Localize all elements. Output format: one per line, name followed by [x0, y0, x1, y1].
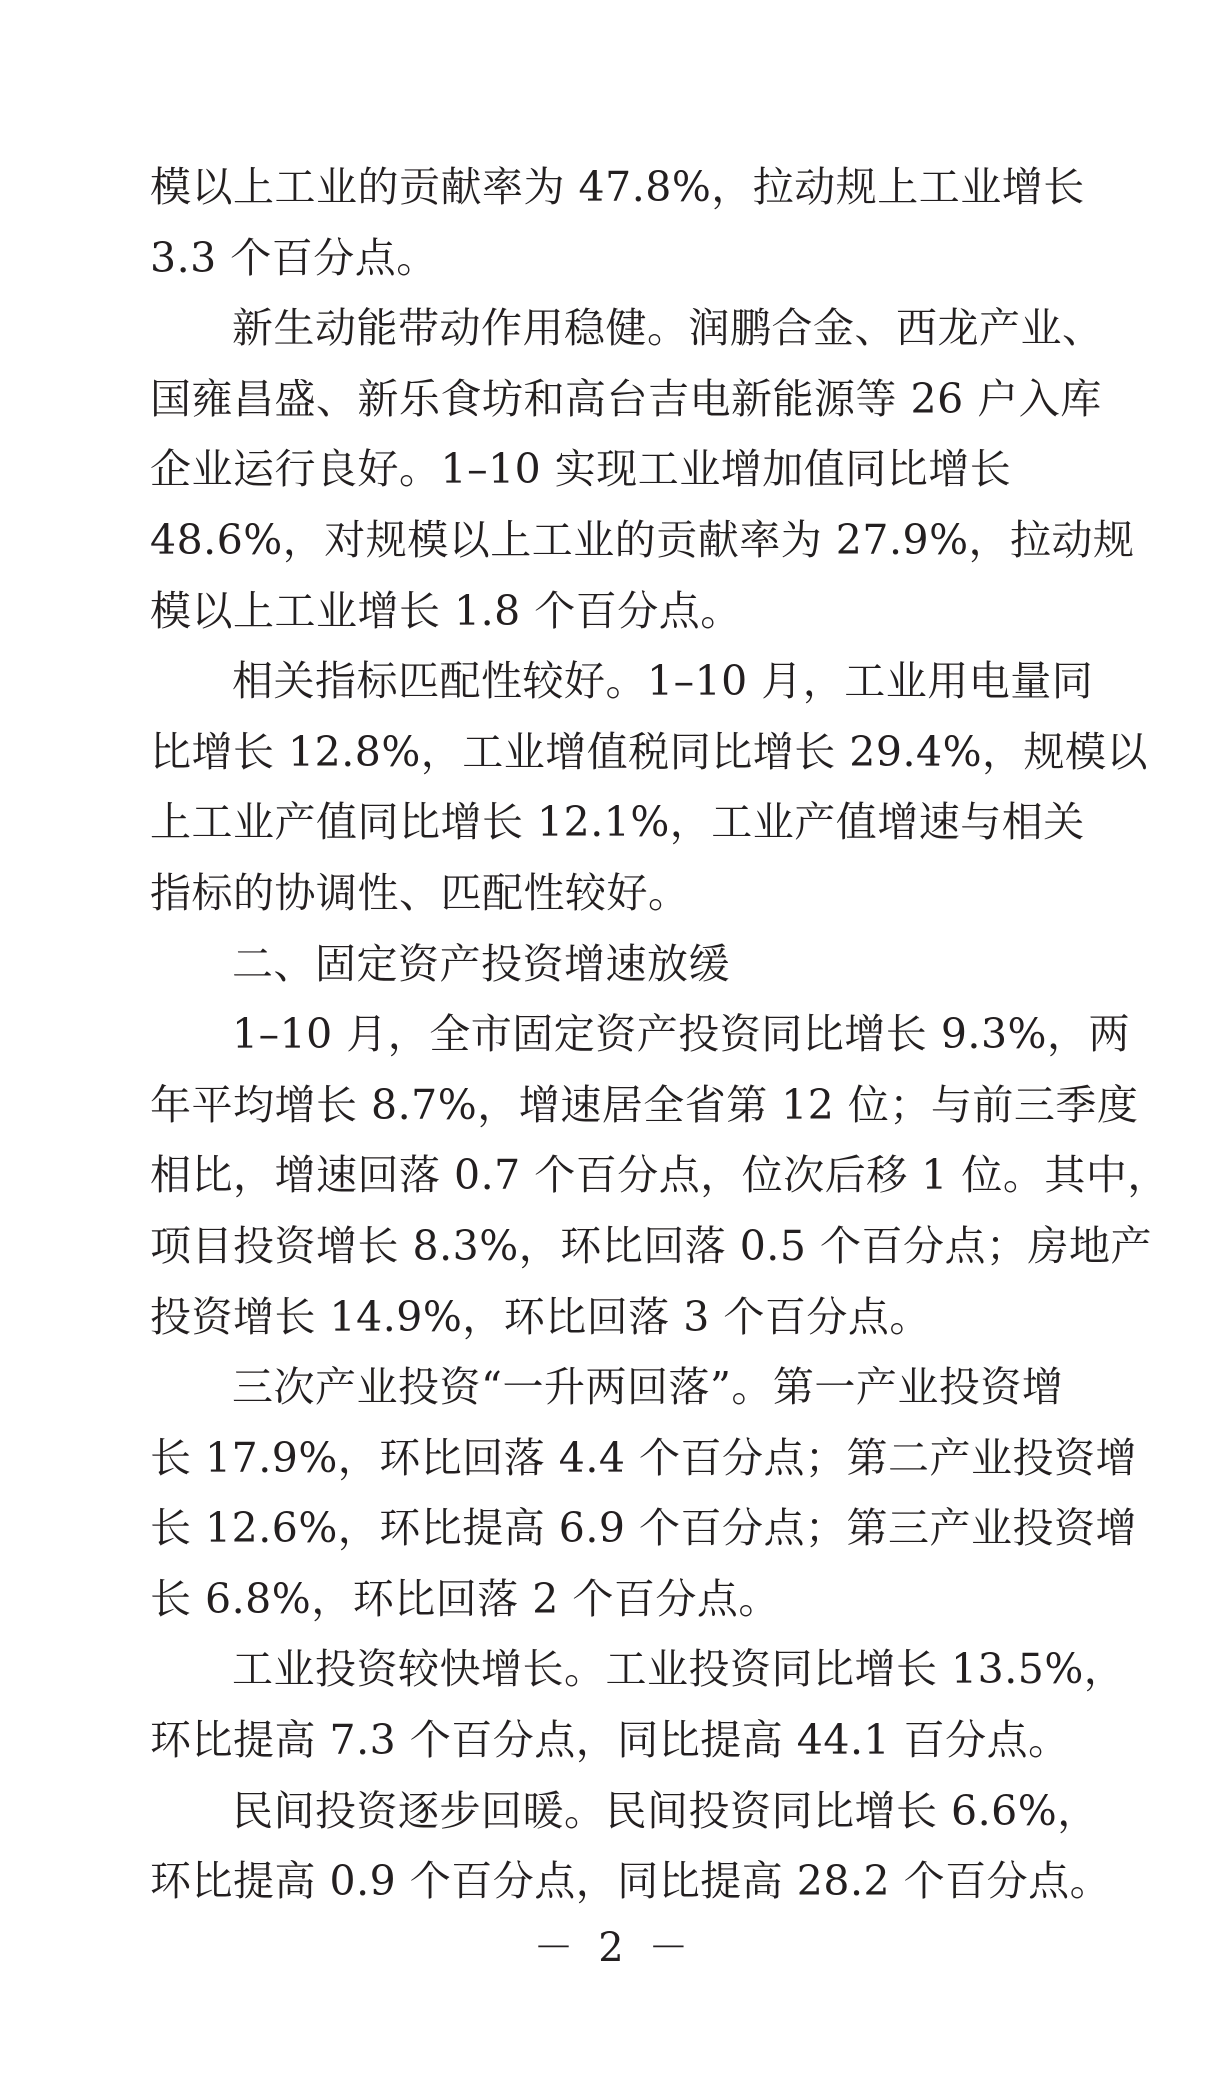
text-line: 3.3 个百分点。	[150, 233, 438, 282]
text-line: 相比，增速回落 0.7 个百分点，位次后移 1 位。其中，	[150, 1151, 1169, 1200]
text-line: 比增长 12.8%，工业增值税同比增长 29.4%，规模以	[150, 727, 1149, 776]
text-line: 长 12.6%，环比提高 6.9 个百分点；第三产业投资增	[150, 1504, 1138, 1553]
text-line: 新生动能带动作用稳健。润鹏合金、西龙产业、	[232, 304, 1104, 353]
page-number: － 2 －	[533, 1925, 695, 1971]
text-line: 环比提高 0.9 个百分点，同比提高 28.2 个百分点。	[150, 1857, 1112, 1906]
text-line: 模以上工业的贡献率为 47.8%，拉动规上工业增长	[150, 163, 1085, 211]
text-line: 长 17.9%，环比回落 4.4 个百分点；第二产业投资增	[150, 1433, 1138, 1482]
text-line: 国雍昌盛、新乐食坊和高台吉电新能源等 26 户入库	[150, 374, 1102, 423]
text-line: 民间投资逐步回暖。民间投资同比增长 6.6%，	[232, 1786, 1099, 1835]
text-line: 项目投资增长 8.3%，环比回落 0.5 个百分点；房地产	[150, 1221, 1152, 1270]
text-line: 1–10 月，全市固定资产投资同比增长 9.3%，两	[232, 1010, 1130, 1059]
text-line: 投资增长 14.9%，环比回落 3 个百分点。	[150, 1292, 931, 1341]
text-line: 工业投资较快增长。工业投资同比增长 13.5%，	[232, 1645, 1126, 1694]
text-line: 环比提高 7.3 个百分点，同比提高 44.1 百分点。	[150, 1716, 1070, 1765]
text-line: 指标的协调性、匹配性较好。	[150, 868, 690, 917]
text-line: 模以上工业增长 1.8 个百分点。	[150, 586, 742, 635]
text-line: 年平均增长 8.7%，增速居全省第 12 位；与前三季度	[150, 1080, 1139, 1129]
text-line: 企业运行良好。1–10 实现工业增加值同比增长	[150, 445, 1012, 494]
text-line: 48.6%，对规模以上工业的贡献率为 27.9%，拉动规	[150, 515, 1135, 564]
text-line: 二、固定资产投资增速放缓	[232, 939, 730, 988]
text-line: 三次产业投资“一升两回落”。第一产业投资增	[232, 1363, 1064, 1412]
text-line: 长 6.8%，环比回落 2 个百分点。	[150, 1574, 780, 1623]
text-line: 相关指标匹配性较好。1–10 月，工业用电量同	[232, 657, 1094, 706]
body-text	[150, 152, 1169, 1917]
text-line: 上工业产值同比增长 12.1%，工业产值增速与相关	[150, 798, 1085, 847]
